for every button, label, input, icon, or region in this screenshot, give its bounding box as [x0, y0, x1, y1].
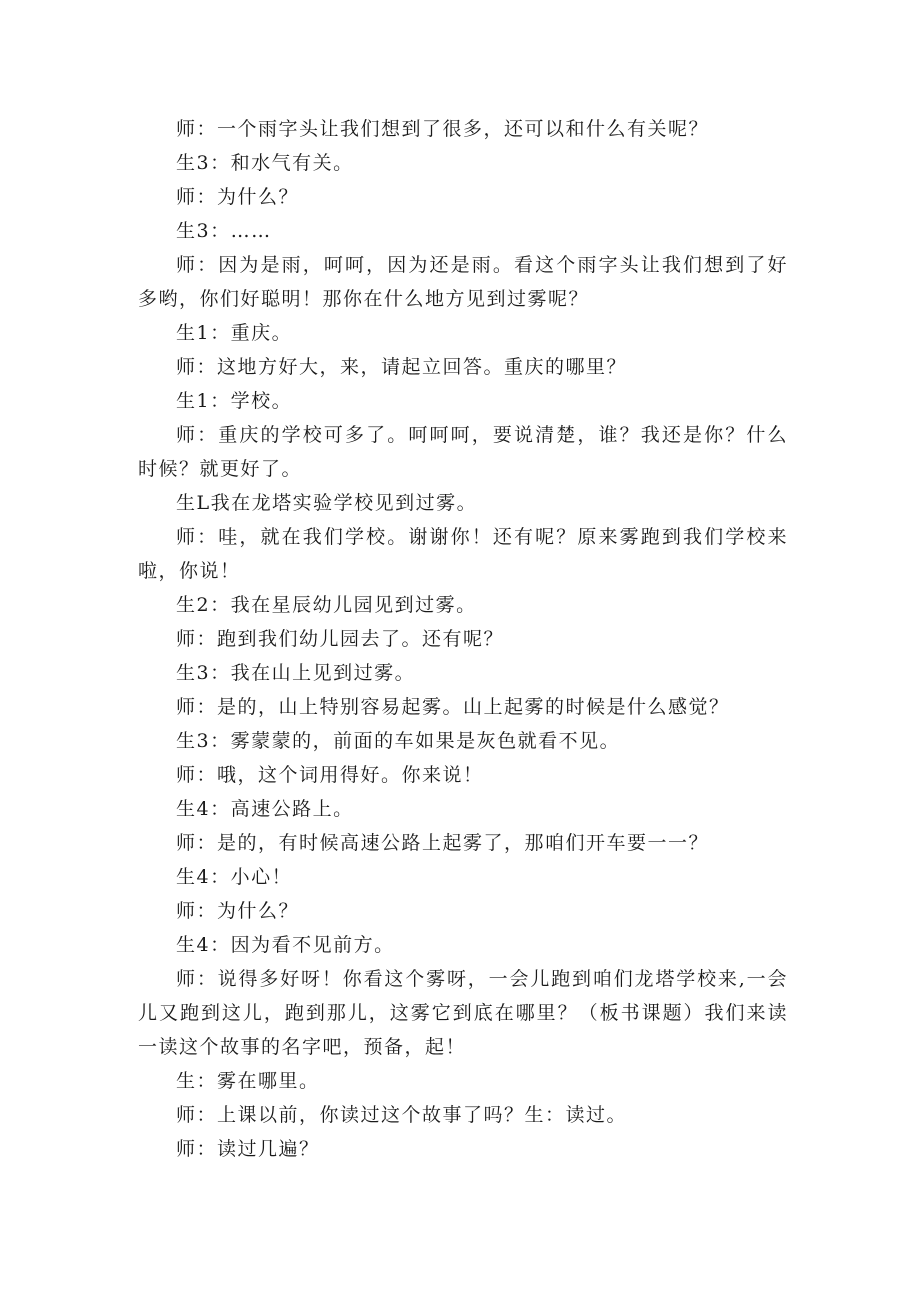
paragraph: 生3：和水气有关。 — [176, 152, 354, 174]
paragraph: 生L我在龙塔实验学校见到过雾。 — [176, 492, 478, 514]
paragraph: 师：上课以前，你读过这个故事了吗？生：读过。 — [176, 1104, 628, 1126]
paragraph: 生4：因为看不见前方。 — [176, 934, 395, 956]
paragraph: 师：说得多好呀！你看这个雾呀，一会儿跑到咱们龙塔学校来,一会儿又跑到这儿，跑到那儿，这雾它到底在哪里？（板书课题）我们来读一读这个故事的名字吧，预备，起！ — [138, 968, 788, 1058]
paragraph: 师：重庆的学校可多了。呵呵呵，要说清楚，谁？我还是你？什么时候？就更好了。 — [138, 424, 788, 480]
paragraph: 生1：重庆。 — [176, 322, 293, 344]
paragraph: 生2：我在星辰幼儿园见到过雾。 — [176, 594, 477, 616]
paragraph: 师：是的，山上特别容易起雾。山上起雾的时候是什么感觉？ — [176, 696, 730, 718]
paragraph: 师：因为是雨，呵呵，因为还是雨。看这个雨字头让我们想到了好多哟，你们好聪明！那你在什么地方见到过雾呢？ — [138, 254, 788, 310]
paragraph: 生1：学校。 — [176, 390, 293, 412]
paragraph: 师：这地方好大，来，请起立回答。重庆的哪里？ — [176, 356, 628, 378]
paragraph: 生：雾在哪里。 — [176, 1070, 320, 1092]
paragraph: 师：跑到我们幼儿园去了。还有呢？ — [176, 628, 505, 650]
paragraph: 师：哇，就在我们学校。谢谢你！还有呢？原来雾跑到我们学校来啦，你说！ — [138, 526, 788, 582]
paragraph: 师：一个雨字头让我们想到了很多，还可以和什么有关呢？ — [176, 118, 710, 140]
paragraph: 生3：我在山上见到过雾。 — [176, 662, 416, 684]
paragraph: 生3：…… — [176, 220, 272, 242]
paragraph: 生4：高速公路上。 — [176, 798, 354, 820]
paragraph: 师：读过几遍？ — [176, 1138, 320, 1160]
paragraph: 师：是的，有时候高速公路上起雾了，那咱们开车要一一？ — [176, 832, 710, 854]
paragraph: 生3：雾蒙蒙的，前面的车如果是灰色就看不见。 — [176, 730, 621, 752]
paragraph: 师：为什么？ — [176, 900, 300, 922]
paragraph: 生4：小心！ — [176, 866, 293, 888]
paragraph: 师：哦，这个词用得好。你来说！ — [176, 764, 484, 786]
transcript-body — [138, 112, 788, 1166]
paragraph: 师：为什么？ — [176, 186, 300, 208]
